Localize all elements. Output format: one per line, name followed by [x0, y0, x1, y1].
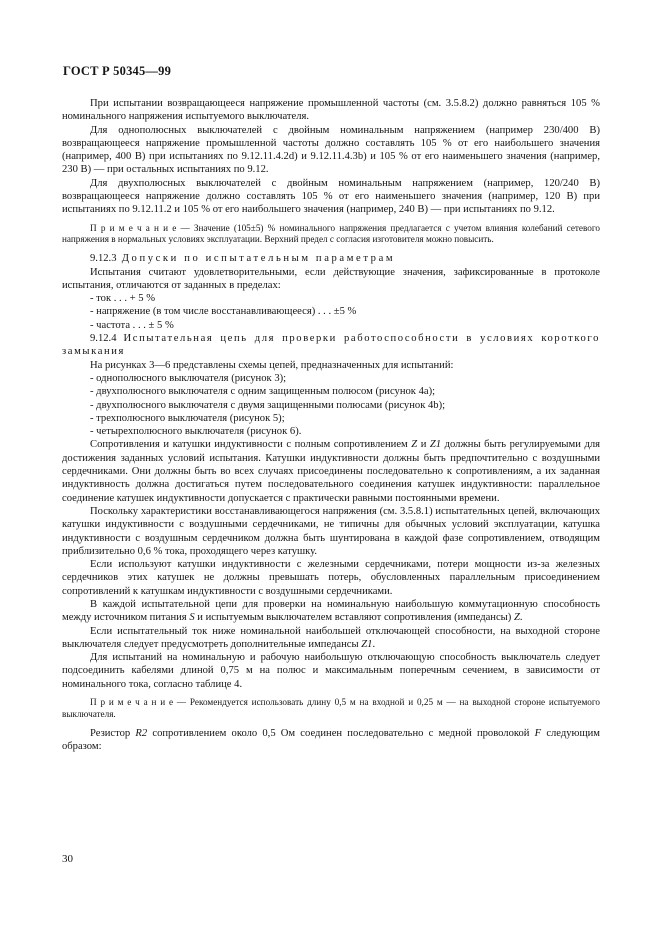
paragraph [62, 727, 600, 754]
section-title: Допуски по испытательным параметрам [116, 253, 396, 265]
text-run: Если испытательный ток ниже номинальной наибольшей отключающей способности, на выходной стороне выключателя следует предусмотреть дополнительные импедансы [62, 625, 600, 650]
note-label: П р и м е ч а н и е [90, 697, 174, 708]
section-number: 9.12.3 [90, 253, 117, 265]
text-run: В каждой испытательной цепи для проверки на номинальную наибольшую коммутационную способность между источником питания [62, 598, 600, 624]
list-item: - двухполюсного выключателя с одним защищенным полюсом (рисунок 4a); [90, 386, 436, 398]
list-item: - частота . . . ± 5 % [90, 319, 174, 331]
note-text: — Значение (105±5) % номинального напряжения предлагается с учетом влияния колебаний сетевого напряжения в нормальных условиях эксплуатации. Верхний предел с согласия изготовителя можно повысить. [62, 222, 600, 245]
text-run: Резистор [90, 727, 136, 739]
list-item: - напряжение (в том числе восстанавливающееся) . . . ±5 % [90, 306, 357, 318]
symbol: Z [513, 612, 520, 624]
paragraph: На рисунках 3—6 представлены схемы цепей, предназначенных для испытаний: [90, 359, 454, 371]
symbol: R2 [135, 727, 148, 739]
note-label: П р и м е ч а н и е [90, 222, 177, 233]
paragraph [62, 598, 600, 625]
note [62, 223, 600, 247]
symbol: Z [411, 439, 418, 451]
list-item: - однополюсного выключателя (рисунок 3); [90, 372, 287, 384]
section-number: 9.12.4 [90, 333, 117, 345]
text-run: и испытуемым выключателем вставляют сопротивления (импедансы) [194, 612, 514, 624]
text-run: сопротивлением около 0,5 Ом соединен последовательно с медной проволокой [147, 727, 535, 739]
text-run: следующим образом: [62, 727, 600, 752]
text-run: . [519, 612, 523, 624]
list-item: - ток . . . + 5 % [90, 293, 156, 305]
note [62, 697, 600, 721]
text-run: Сопротивления и катушки индуктивности с полным сопротивлением [90, 439, 412, 451]
list-item: - трехполюсного выключателя (рисунок 5); [90, 412, 285, 424]
symbol: F [534, 727, 542, 739]
paragraph [62, 625, 600, 652]
document-body [62, 97, 600, 753]
symbol: Z1 [429, 439, 442, 451]
paragraph: Поскольку характеристики восстанавливающегося напряжения (см. 3.5.8.1) испытательных цепей, включающих катушки индуктивности с воздушными сердечниками, не типичны для обычных условий эксплуатации, катушка индуктивности с воздушным сердечником должна быть шунтирована в каждой фазе сопротивлением, отводящим приблизительно 0,6 % тока, проходящего через катушку. [62, 505, 600, 557]
section-title: Испытательная цепь для проверки работоспособности в условиях короткого замыкания [62, 333, 600, 358]
list-item: - четырехполюсного выключателя (рисунок 6). [90, 426, 302, 438]
symbol: S [189, 612, 195, 624]
text-run: должны быть регулируемыми для достижения заданных условий испытания. Катушки индуктивности должны быть предпочтительно с воздушными сердечниками. Они должны быть во всех случаях присоединены последовательно к сопротивлениям, а их заданная индуктивность должна достигаться путем последовательного соединения катушек индуктивности: параллельное соединение катушек индуктивности допускается с практически равными постоянными времени. [62, 439, 600, 504]
text-run: . [372, 638, 376, 650]
page-number: 30 [62, 853, 73, 865]
paragraph: Для испытаний на номинальную и рабочую наибольшую отключающую способность выключатель следует подсоединить кабелями длиной 0,75 м на полюс и максимальным поперечным сечением, в зависимости от номинального тока, согласно таблице 4. [62, 652, 600, 690]
section-heading-9-12-4 [62, 332, 600, 359]
symbol: Z1 [361, 638, 373, 650]
document-header: ГОСТ Р 50345—99 [63, 64, 172, 78]
paragraph: Для двухполюсных выключателей с двойным номинальным напряжением (например, 120/240 В) возвращающееся напряжение должно составлять 105 % от его наименьшего значения (например, 120 В) при испытаниях по 9.12.11.2 и 105 % от его наибольшего значения (например, 240 В) — при испытаниях по 9.12. [62, 177, 600, 216]
paragraph: Если используют катушки индуктивности с железными сердечниками, потери мощности из-за железных сердечников этих катушек не должны превышать потерь, обусловленных параллельным присоединением сопротивлений к катушкам индуктивности с воздушными сердечниками. [62, 559, 600, 597]
paragraph: При испытании возвращающееся напряжение промышленной частоты (см. 3.5.8.2) должно равняться 105 % номинального напряжения испытуемого выключателя. [62, 98, 600, 123]
paragraph: Испытания считают удовлетворительными, если действующие значения, зафиксированные в протоколе испытания, отличаются от заданных в пределах: [62, 266, 600, 291]
text-run: и [417, 439, 430, 451]
list-item: - двухполюсного выключателя с двумя защищенными полюсами (рисунок 4b); [90, 399, 446, 411]
paragraph: Для однополюсных выключателей с двойным номинальным напряжением (например 230/400 В) возвращающееся напряжение промышленной частоты должно составлять 105 % от его наибольшего значения (например, 400 В) при испытаниях по 9.12.11.4.2d) и 9.12.11.4.3b) и 105 % от его наименьшего значения (например, 230 В) — при остальных испытаниях по 9.12. [62, 124, 600, 176]
section-heading-9-12-3 [62, 252, 600, 265]
note-text: — Рекомендуется использовать длину 0,5 м на входной и 0,25 м — на выходной стороне испытуемого выключателя. [62, 697, 600, 719]
paragraph [62, 438, 600, 504]
